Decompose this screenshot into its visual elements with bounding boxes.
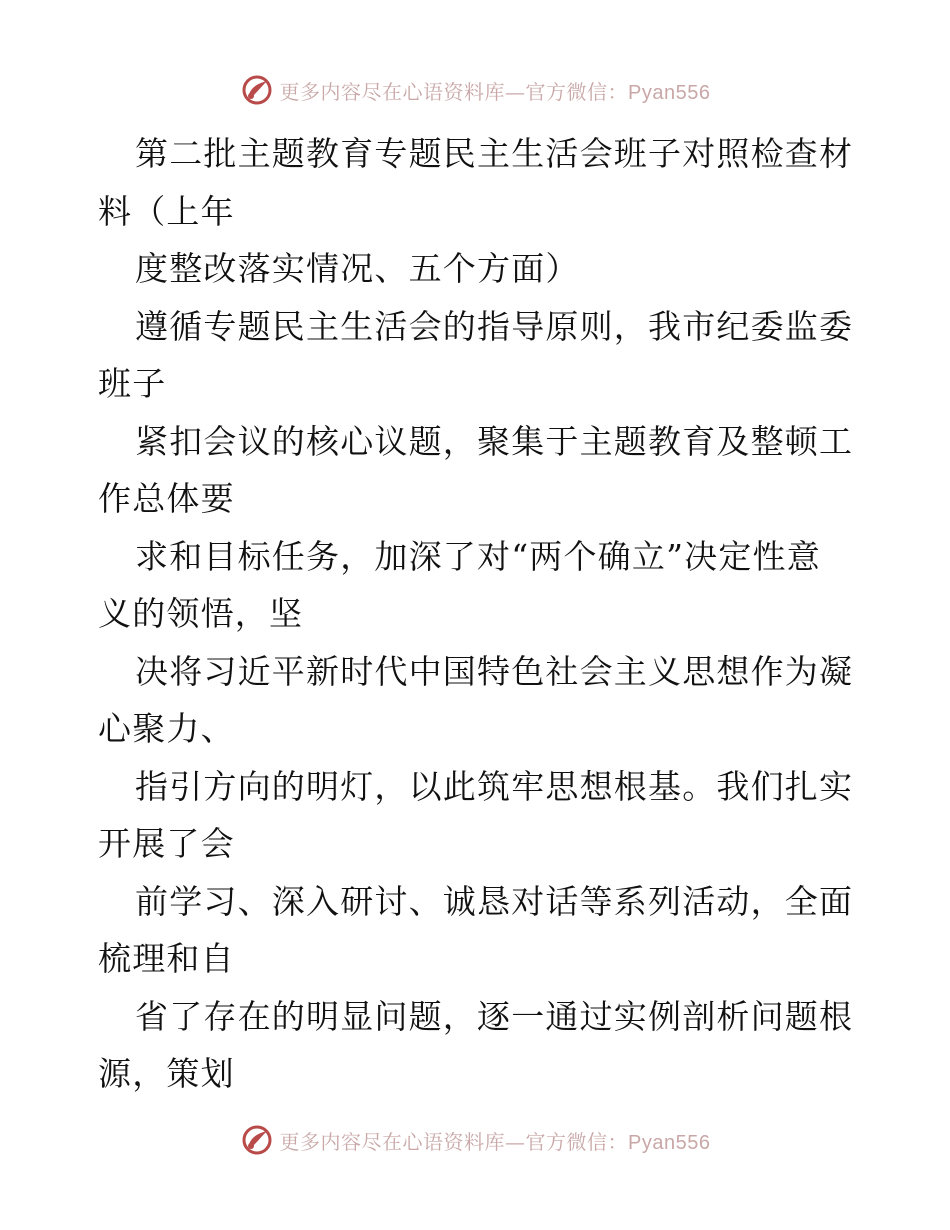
header-text-main: 更多内容尽在心语资料库 [279, 79, 506, 104]
doc-line-8: 求和目标任务，加深了对“两个确立”决定性意 [135, 536, 821, 576]
doc-line-11: 心聚力、 [98, 709, 235, 748]
header-banner [0, 70, 950, 110]
footer-text [280, 1126, 711, 1155]
doc-line-9: 义的领悟，坚 [98, 594, 304, 633]
doc-line-13: 开展了会 [98, 824, 235, 863]
footer-wechat-label: 官方微信： [525, 1129, 629, 1154]
brush-seal-icon [240, 73, 274, 107]
footer-banner [0, 1120, 950, 1160]
doc-line-7: 作总体要 [98, 479, 235, 518]
doc-line-15: 梳理和自 [98, 939, 235, 978]
doc-line-14: 前学习、深入研讨、诚恳对话等系列活动，全面 [135, 881, 854, 921]
footer-text-main: 更多内容尽在心语资料库 [279, 1129, 506, 1154]
header-dash: — [505, 79, 526, 104]
doc-line-16: 省了存在的明显问题，逐一通过实例剖析问题根 [135, 996, 854, 1036]
footer-dash: — [505, 1129, 526, 1154]
doc-line-17: 源，策划 [98, 1054, 235, 1093]
doc-line-1: 第二批主题教育专题民主生活会班子对照检查材 [135, 134, 854, 173]
footer-wechat-id: Pyan556 [628, 1131, 711, 1154]
doc-line-3: 度整改落实情况、五个方面） [135, 249, 580, 288]
doc-line-6: 紧扣会议的核心议题，聚集于主题教育及整顿工 [135, 421, 854, 461]
doc-line-4: 遵循专题民主生活会的指导原则，我市纪委监委 [135, 306, 854, 346]
document-body [98, 125, 858, 1103]
doc-line-2: 料（上年 [98, 191, 235, 231]
header-text [280, 76, 711, 105]
header-wechat-id: Pyan556 [628, 81, 711, 104]
header-wechat-label: 官方微信： [525, 79, 629, 104]
brush-seal-icon [240, 1123, 274, 1157]
doc-line-12: 指引方向的明灯，以此筑牢思想根基。我们扎实 [135, 766, 854, 806]
doc-line-10: 决将习近平新时代中国特色社会主义思想作为凝 [135, 651, 854, 691]
doc-line-5: 班子 [98, 364, 167, 403]
